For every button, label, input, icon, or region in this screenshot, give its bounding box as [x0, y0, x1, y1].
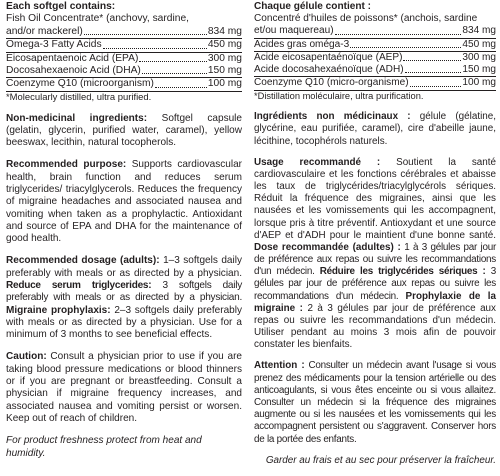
ingredient-row: [254, 25, 496, 37]
nonmedicinal-section: [6, 113, 242, 150]
dosage-text: 1–3 softgels daily preferably with meals or as directed by a physician.: [6, 255, 242, 279]
ingredient-name: Docosahexaenoic Acid (DHA): [6, 65, 141, 77]
ingredient-row: [6, 38, 242, 51]
ingredient-name-cont: and/or mackerel): [6, 25, 83, 37]
french-column: [254, 1, 496, 467]
ingredient-amount: 150 mg: [462, 64, 496, 76]
ingredient-row: [254, 13, 496, 25]
caution-label: Caution:: [6, 351, 47, 363]
ingredient-name: Fish Oil Concentrate* (anchovy, sardine,: [6, 13, 189, 25]
ingredient-row: [6, 13, 242, 25]
migraine-label: Prophylaxie de la migraine :: [254, 290, 496, 314]
ingredient-amount: 450 mg: [207, 39, 242, 51]
ingredient-amount: 100 mg: [462, 77, 496, 89]
ingredient-name-cont: et/ou maquereau): [254, 25, 334, 37]
storage-note: For product freshness protect from heat and humidity.: [6, 435, 202, 459]
migraine-text: 2 à 3 gélules par jour de préférence aux repas ou suivre les recommandations d'un médecin. Utiliser pendant au moins 3 mois afin de pouvoir constater les bienfaits.: [254, 302, 496, 351]
ingredients-heading: Each softgel contains:: [6, 1, 116, 12]
ingredient-name: Omega-3 Fatty Acids: [6, 39, 102, 51]
ingredient-name: Concentré d'huiles de poissons* (anchois, sardine: [254, 13, 478, 25]
ingredient-row: [6, 52, 242, 65]
dose-text: 1 à 3 gélules par jour de préférence aux repas ou suivre les recommandations d'un médecin.: [254, 241, 496, 278]
usage-section: [254, 157, 496, 352]
triglycerides-label: Reduce serum triglycerides:: [6, 279, 152, 291]
migraine-label: Migraine prophylaxis:: [6, 304, 111, 316]
triglycerides-text: 3 gélules par jour de préférence aux repas ou suivre les recommandations d'un médecin.: [254, 266, 497, 302]
ingredients-heading: Chaque gélule contient :: [254, 1, 372, 12]
usage-label: Usage recommandé :: [254, 156, 381, 168]
ingredient-row: [254, 51, 496, 64]
triglycerides-text: 3 softgels daily preferably with meals or as directed by a physician.: [6, 279, 242, 304]
dose-label: Dose recommandée (adultes) :: [254, 241, 401, 253]
caution-text: Consult a physician prior to use if you are taking blood pressure medications or blood thinners or if you are pregnant or breastfeeding. Consult a physician if migraine frequency increases, and associated nausea and vomiting persist or worsen. Keep out of reach of children.: [6, 351, 242, 425]
purpose-text: Supports cardiovascular health, brain function and reduces serum triglycerides/ triacylglycerols. Reduces the frequency of migraine headaches and associated nausea and vomiting when taken as a prophylactic. Antioxidant and source of EPA and DHA for the maintenance of good health.: [6, 159, 243, 245]
dosage-section: [6, 255, 242, 342]
triglycerides-label: Réduire les triglycérides sériques :: [319, 266, 486, 278]
purpose-section: [6, 159, 242, 246]
ingredient-row: [6, 77, 242, 90]
ingredient-row: [6, 26, 242, 38]
nonmedicinal-text: Softgel capsule (gelatin, glycerin, purified water, caramel), yellow beeswax, lecithin, natural tocopherols.: [6, 112, 242, 149]
ingredient-name: Eicosapentaenoic Acid (EPA): [6, 52, 139, 64]
footnote: *Distillation moléculaire, ultra purification.: [254, 90, 496, 103]
ingredient-amount: 300 mg: [462, 51, 496, 63]
nonmedicinal-label: Ingrédients non médicinaux :: [254, 111, 411, 123]
ingredient-row: [254, 64, 496, 76]
footnote: *Molecularly distilled, ultra purified.: [6, 91, 242, 104]
storage-note: Garder au frais et au sec pour préserver la fraîcheur.: [265, 454, 496, 466]
caution-text: Consulter un médecin avant l'usage si vous prenez des médicaments pour la tension artérielle ou des anticoagulants, si vous êtes enceinte ou si vous allaitez. Consulter un médecin si la fréquence des migraines augmente ou si les nausées et les vomissements qui les accompagnent persistent ou s'aggravent. Conserver hors de la portée des enfants.: [254, 360, 496, 445]
ingredient-name: Coenzyme Q10 (micro-organisme): [254, 77, 409, 89]
ingredient-amount: 100 mg: [207, 78, 242, 90]
ingredient-amount: 300 mg: [207, 52, 242, 64]
ingredient-amount: 834 mg: [207, 25, 242, 37]
ingredient-row: [254, 38, 496, 51]
ingredient-name: Acide docosahexaénoïque (ADH): [254, 64, 404, 76]
ingredient-name: Acide eicosapentaénoïque (AEP): [254, 51, 403, 63]
ingredient-name: Coenzyme Q10 (microorganism): [6, 78, 154, 90]
nonmedicinal-section: [254, 111, 496, 148]
migraine-text: 2–3 softgels daily preferably with meals or as directed by a physician. Use for a minimum of 3 months to see beneficial effects.: [6, 304, 242, 341]
ingredient-row: [254, 76, 496, 89]
purpose-label: Recommended purpose:: [6, 159, 127, 171]
nonmedicinal-text: gélule (gélatine, glycérine, eau purifiée, caramel), cire d'abeille jaune, lécithine, tocophérols naturels.: [254, 111, 497, 147]
caution-section: [254, 360, 496, 445]
usage-text: Soutient la santé cardiovasculaire et les fonctions cérébrales et abaisse les taux de triglycérides/triacylglycérols sériques. Réduit la fréquence des migraines, ainsi que les nausées et les vomissements qui les accompagnent, lorsque pris à titre préventif. Antioxydant et une source d'AEP et d'ADH pour le maintient d'une bonne santé.: [254, 156, 496, 241]
nonmedicinal-label: Non-medicinal ingredients:: [6, 112, 148, 124]
ingredient-amount: 834 mg: [462, 25, 496, 37]
dosage-label: Recommended dosage (adults):: [6, 255, 160, 267]
caution-label: Attention :: [254, 360, 305, 372]
ingredient-list: [6, 13, 242, 103]
ingredient-amount: 450 mg: [462, 38, 496, 50]
ingredient-row: [6, 65, 242, 77]
ingredient-amount: 150 mg: [207, 65, 242, 77]
ingredient-name: Acides gras oméga-3: [254, 38, 350, 50]
english-column: [6, 1, 242, 460]
caution-section: [6, 351, 242, 425]
ingredient-list: [254, 13, 496, 102]
